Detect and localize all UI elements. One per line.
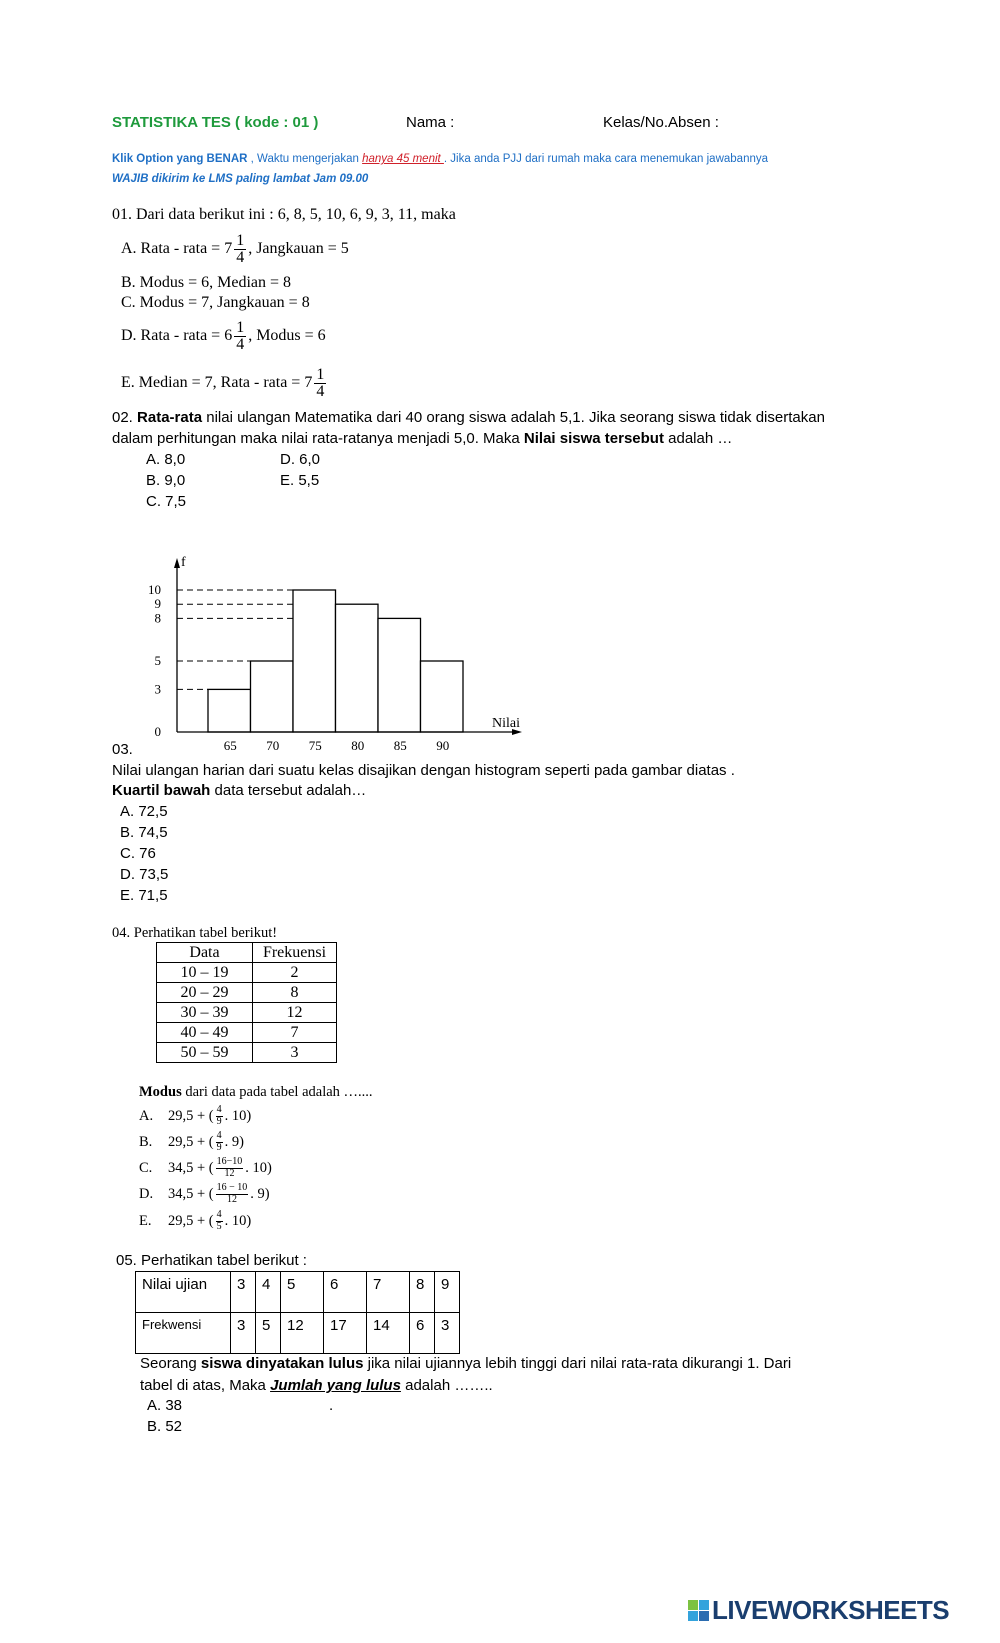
table-row: 30 – 39 12 — [157, 1003, 337, 1023]
q4-option-post: . 9) — [250, 1185, 270, 1202]
q4-option-pre: 34,5 + ( — [168, 1159, 214, 1176]
histogram-x-tick: 75 — [308, 738, 322, 753]
q2-bold-nilai: Nilai siswa tersebut — [523, 430, 664, 447]
logo-badge-icon — [688, 1600, 710, 1622]
q4-header-frekuensi: Frekuensi — [253, 943, 337, 963]
q5-table — [135, 1271, 460, 1354]
q1-e-fraction: $\frac{1}{4}$ — [316, 365, 325, 400]
q4-option-post: . 9) — [224, 1133, 244, 1150]
q2-option-e[interactable]: E. 5,5 — [280, 472, 320, 489]
q1-option-a[interactable] — [121, 228, 349, 270]
histogram-x-label: Nilai — [492, 716, 520, 731]
q1-d-text: D. Rata - rata = 6 — [121, 327, 233, 344]
q4-option-fraction: $\frac{4}{5}$ — [216, 1209, 222, 1232]
instructions-pjj: . Jika anda PJJ dari rumah maka cara menemukan jawabannya — [443, 153, 769, 165]
instructions-line-1 — [112, 153, 768, 165]
histogram-bar — [251, 661, 294, 732]
q4-table — [156, 942, 337, 1063]
histogram-bar — [293, 590, 336, 732]
q1-e-text: E. Median = 7, Rata - rata = 7 — [121, 374, 313, 391]
histogram-y-tick: 5 — [154, 653, 161, 668]
q5-stem-line-1: Seorang siswa dinyatakan lulus jika nilai ujiannya lebih tinggi dari nilai rata-rata dikurangi 1. Dari — [140, 1355, 792, 1372]
q1-option-e[interactable] — [121, 362, 328, 404]
histogram-y-tick: 8 — [154, 610, 161, 626]
q1-stem: 01. Dari data berikut ini : 6, 8, 5, 10, 6, 9, 3, 11, maka — [112, 206, 456, 223]
q4-prompt: Modus dari data pada tabel adalah ….... — [139, 1084, 373, 1100]
histogram-bar — [336, 604, 379, 732]
q4-option-label: A. — [139, 1107, 154, 1124]
q5-bold-lulus: siswa dinyatakan lulus — [200, 1355, 364, 1372]
histogram-chart — [130, 548, 540, 758]
q3-option-d[interactable]: D. 73,5 — [120, 866, 169, 883]
q4-option-b[interactable] — [139, 1130, 244, 1154]
histogram-x-tick: 65 — [223, 738, 237, 753]
class-label: Kelas/No.Absen : — [603, 114, 719, 131]
q4-option-post: . 10) — [224, 1212, 252, 1229]
q4-option-post: . 10) — [224, 1107, 252, 1124]
q2-option-c[interactable]: C. 7,5 — [146, 493, 187, 510]
table-row: 10 – 19 2 — [157, 963, 337, 983]
q1-a-text-2: , Jangkauan = 5 — [248, 240, 349, 257]
q2-bold-rata: Rata-rata — [137, 409, 203, 426]
logo-text: LIVEWORKSHEETS — [712, 1595, 950, 1625]
q3-option-e[interactable]: E. 71,5 — [120, 887, 168, 904]
table-row: 50 – 59 3 — [157, 1043, 337, 1063]
histogram-y-tick: 3 — [154, 681, 161, 697]
q2-option-b[interactable]: B. 9,0 — [146, 472, 186, 489]
q4-option-label: E. — [139, 1212, 152, 1229]
instructions-time: , Waktu mengerjakan — [247, 153, 363, 165]
histogram-x-tick: 80 — [351, 738, 365, 753]
q2-option-d[interactable]: D. 6,0 — [280, 451, 321, 468]
q5-dot: . — [329, 1397, 334, 1414]
q4-option-pre: 29,5 + ( — [168, 1107, 214, 1124]
q1-option-b[interactable]: B. Modus = 6, Median = 8 — [121, 274, 292, 291]
q4-option-pre: 34,5 + ( — [168, 1185, 214, 1202]
test-title: STATISTIKA TES ( kode : 01 ) — [112, 114, 319, 131]
q2-option-a[interactable]: A. 8,0 — [146, 451, 186, 468]
histogram-bar — [208, 689, 251, 732]
q4-option-fraction: $\frac{4}{9}$ — [216, 1130, 222, 1153]
q4-option-label: C. — [139, 1159, 153, 1176]
q4-option-c[interactable] — [139, 1156, 272, 1180]
liveworksheets-logo — [688, 1595, 949, 1626]
q3-number: 03. — [112, 741, 133, 758]
histogram-x-tick: 85 — [393, 738, 407, 753]
q1-a-text: A. Rata - rata = 7 — [121, 240, 233, 257]
q5-bold-jumlah: Jumlah yang lulus — [270, 1377, 401, 1394]
instructions-bold: Klik Option yang BENAR — [112, 153, 248, 165]
q1-d-text-2: , Modus = 6 — [248, 327, 326, 344]
q4-option-label: B. — [139, 1133, 153, 1150]
histogram-bar — [378, 618, 421, 732]
q4-stem: 04. Perhatikan tabel berikut! — [112, 925, 278, 941]
q4-option-e[interactable] — [139, 1209, 251, 1233]
q3-stem-line-2: Kuartil bawah data tersebut adalah… — [112, 782, 367, 799]
q1-a-fraction: $\frac{1}{4}$ — [236, 231, 245, 266]
q4-option-fraction: $\frac{16 - 10}{12}$ — [216, 1182, 248, 1205]
table-row: 20 – 29 8 — [157, 983, 337, 1003]
histogram-y-label: f — [181, 555, 186, 570]
table-row: Nilai ujian 3 4 5 6 7 8 9 — [136, 1272, 460, 1313]
q4-bold-modus: Modus — [139, 1084, 182, 1100]
q4-header-data: Data — [157, 943, 253, 963]
q4-option-label: D. — [139, 1185, 154, 1202]
q3-option-b[interactable]: B. 74,5 — [120, 824, 168, 841]
q3-stem-line-1: Nilai ulangan harian dari suatu kelas disajikan dengan histogram seperti pada gambar diatas . — [112, 762, 735, 779]
q1-d-fraction: $\frac{1}{4}$ — [236, 318, 245, 353]
histogram-y-tick: 10 — [148, 582, 161, 597]
histogram-x-tick: 90 — [436, 738, 450, 753]
q5-stem: 05. Perhatikan tabel berikut : — [116, 1252, 307, 1269]
q4-option-post: . 10) — [245, 1159, 272, 1176]
q4-option-pre: 29,5 + ( — [168, 1133, 214, 1150]
histogram-y-tick: 9 — [154, 596, 161, 612]
table-row: Frekwensi 3 5 12 17 14 6 3 — [136, 1313, 460, 1354]
q5-option-b[interactable]: B. 52 — [147, 1418, 183, 1435]
q2-stem-line-2: dalam perhitungan maka nilai rata-ratanya menjadi 5,0. Maka Nilai siswa tersebut adalah … — [112, 430, 733, 447]
q3-option-c[interactable]: C. 76 — [120, 845, 156, 862]
q5-stem-line-2: tabel di atas, Maka Jumlah yang lulus adalah …….. — [140, 1377, 493, 1394]
q1-option-d[interactable] — [121, 315, 326, 357]
q1-option-c[interactable]: C. Modus = 7, Jangkauan = 8 — [121, 294, 310, 311]
q4-option-pre: 29,5 + ( — [168, 1212, 214, 1229]
instructions-line-2: WAJIB dikirim ke LMS paling lambat Jam 09.00 — [112, 173, 369, 185]
y-axis-arrow-icon — [174, 558, 180, 568]
histogram-bar — [421, 661, 464, 732]
q3-bold-kuartil: Kuartil bawah — [112, 782, 211, 799]
table-row: 40 – 49 7 — [157, 1023, 337, 1043]
histogram-x-tick: 70 — [266, 738, 280, 753]
q5-option-a[interactable]: A. 38 — [147, 1397, 183, 1414]
name-label: Nama : — [406, 114, 455, 131]
instructions-duration: hanya 45 menit — [362, 153, 444, 165]
histogram-y-tick: 0 — [154, 724, 161, 739]
q4-option-d[interactable] — [139, 1182, 270, 1206]
q4-option-a[interactable] — [139, 1104, 251, 1128]
q4-option-fraction: $\frac{16-10}{12}$ — [216, 1156, 243, 1179]
q3-option-a[interactable]: A. 72,5 — [120, 803, 168, 820]
q4-option-fraction: $\frac{4}{9}$ — [216, 1104, 222, 1127]
q2-stem-line-1: 02. Rata-rata nilai ulangan Matematika dari 40 orang siswa adalah 5,1. Jika seorang siswa tidak disertakan — [112, 409, 825, 426]
